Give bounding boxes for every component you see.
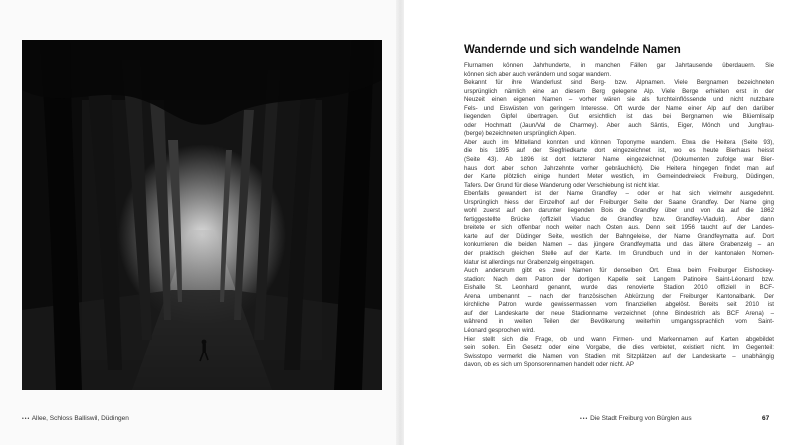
article-line: der Karte plötzlich einige hundert Meter westlich, im Gemeindedreieck Freiburg, Düdingen,: [464, 173, 774, 181]
article-line: Tafers. Der Grund für diese Wanderung oder Verschiebung ist nicht klar.: [464, 181, 660, 189]
article-line: sein sollen. Ein Gesetz oder eine Vorgabe, die dies verbietet, existiert nicht. Im Gegenteil:: [464, 344, 774, 352]
article-line: der praktisch gleichen Stelle auf der Karte. Im Grundbuch und in der kantonalen Nomen-: [464, 250, 774, 258]
article-line: konkurrieren die beiden Namen – das jüngere Grandfeymatta und das ältere Grabenzelg – an: [464, 241, 774, 249]
article-line: Hier stellt sich die Frage, ob und wann Firmen- und Markennamen auf Karten abgebildet: [464, 335, 774, 343]
footer-caption-text: Die Stadt Freiburg von Bürglen aus: [590, 415, 692, 422]
article-line: Neuzeit einen eigenen Namen – vorher wären sie als furchteinflössende und nicht nutzbare: [464, 96, 774, 104]
caption-text: Allee, Schloss Balliswil, Düdingen: [31, 415, 129, 422]
article-line: wohl zuerst auf den darunter liegenden Bois de Grandfey über und von da auf die 1862: [464, 207, 774, 215]
article-heading: Wandernde und sich wandelnde Namen: [464, 44, 681, 56]
article-line: (berge) bezeichneten ursprünglich Alpen.: [464, 130, 576, 138]
caption-marker: •••: [22, 416, 31, 422]
article-line: die bis 1895 auf der Siegfriedkarte dort eingezeichnet ist, wo es heute Bierhaus heisst: [464, 147, 774, 155]
page-number: 67: [762, 415, 770, 422]
footer-marker: •••: [580, 416, 589, 422]
article-line: Arena umbenannt – nach der französischen Abkürzung der Freiburger Kantonalbank. Der: [464, 292, 774, 300]
tree-avenue-illustration: [22, 40, 382, 390]
article-line: Auch andersrum gibt es zwei Namen für denselben Ort. Etwa beim Freiburger Eishockey-: [464, 267, 774, 275]
article-line: klatur ist allerdings nur Grabenzelg eingetragen.: [464, 258, 595, 266]
article-line: haus dort aber schon Jahrzehnte vorher gebräuchlich). Die Heitera hingegen findet man auf: [464, 164, 774, 172]
article-line: Fels- und Eiswüsten von geringem Interesse. Oft wurde der Name einer Alp auf den darüber: [464, 104, 774, 112]
article-line: fertiggestellte Brücke (offiziell Viaduc de Grandfey bzw. Grandfey-Viadukt). Aber dann: [464, 215, 774, 223]
article-line: oder Hochmatt (Jaun/Val de Charmey). Aber auch Säntis, Eiger, Mönch und Jungfrau-: [464, 121, 774, 129]
article-line: kirchliche Patron wurde gewissermassen vom finanziellen abgelöst. Bereits seit 2010 ist: [464, 301, 774, 309]
article-body: [464, 62, 774, 370]
article-line: ursprünglich nämlich eine an diesem Berg gelegene Alp. Viele Berge erhielten erst in der: [464, 87, 774, 95]
article-line: stadion: Nach dem Patron der dortigen Kapelle seit Langem Patinoire Saint-Léonard bzw.: [464, 275, 774, 283]
article-line: können sich aber auch verändern und sogar wandern.: [464, 70, 612, 78]
article-line: (Seite 43). Ab 1896 ist dort letzterer Name eingezeichnet (Dokumenten zufolge war Bier-: [464, 156, 774, 164]
article-line: während in weiten Teilen der Bevölkerung weiterhin umgangssprachlich vom Saint-: [464, 318, 774, 326]
article-line: auf der Landeskarte der neue Stadionname verzeichnet (ohne Bindestrich als BCF Arena) –: [464, 309, 774, 317]
photo-caption: [22, 415, 129, 422]
article-line: breitete er sich offenbar noch weiter nach Osten aus. Denn seit 1956 taucht auf der Landes-: [464, 224, 774, 232]
article-line: Aber auch im Mittelland konnten und können Toponyme wandern. Etwa die Heitera (Seite 93),: [464, 138, 774, 146]
article-line: karte auf der Düdinger Seite, westlich der Bahngeleise, der Name Grandfeymatta auf. Dort: [464, 232, 774, 240]
article-line: Swisstopo vermerkt die Namen von Stadien mit Sitzplätzen auf der Landeskarte – unabhängig: [464, 352, 774, 360]
photo-tree-avenue: [22, 40, 382, 390]
article-line: Flurnamen können Jahrhunderte, in manchen Fällen gar Jahrtausende überdauern. Sie: [464, 62, 774, 69]
article-line: liegenden Gipfel übertragen. Gut ersichtlich ist das bei Bergnamen wie Blüemlisalp: [464, 113, 774, 121]
article-line: Ebenfalls gewandert ist der Name Grandfey – oder er hat sich vielmehr ausgedehnt.: [464, 190, 774, 198]
article-line: Bekannt für ihre Wanderlust sind Berg- bzw. Alpnamen. Viele Bergnamen bezeichneten: [464, 79, 774, 87]
article-line: Ursprünglich hiess der Einzelhof auf der Freiburger Seite der Saane Grandfey. Der Name ging: [464, 198, 774, 206]
footer-caption: [580, 415, 692, 422]
article-line: Léonard gesprochen wird.: [464, 326, 536, 334]
article-line: Eishalle St. Leonhard genannt, wurde das renovierte Stadion 2010 offiziell in BCF-: [464, 284, 774, 292]
article-line: davon, ob es sich um Sponsorennamen handelt oder nicht. AP: [464, 361, 635, 369]
